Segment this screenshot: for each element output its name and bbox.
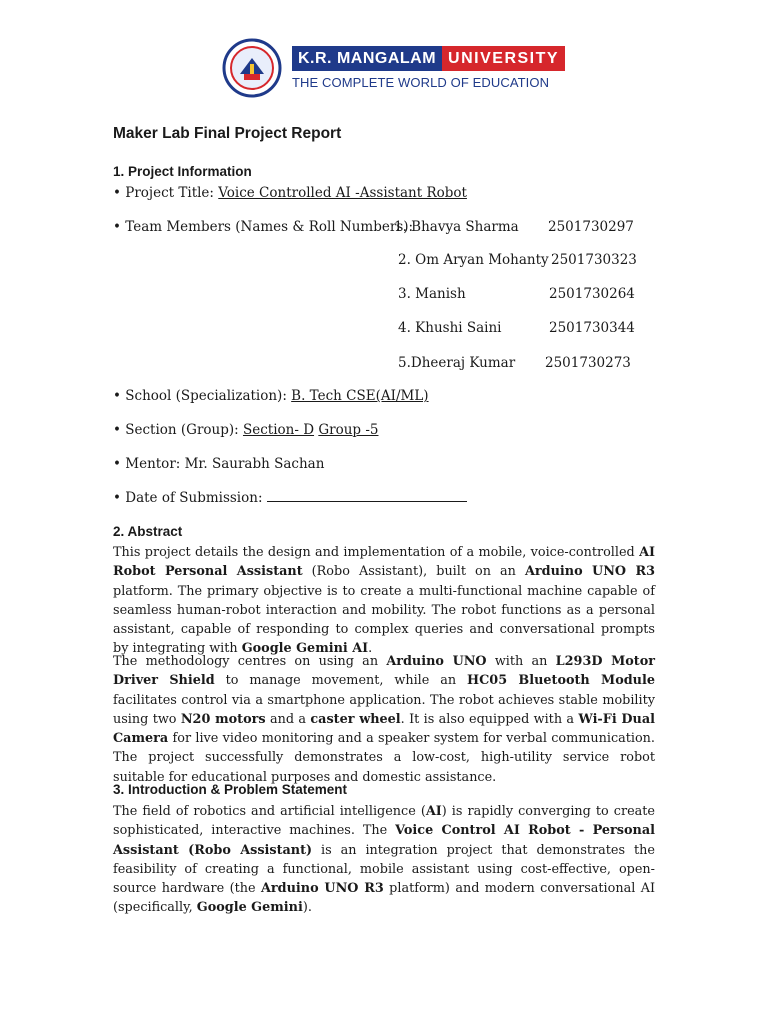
mentor-value: Mr. Saurabh Sachan <box>184 456 325 472</box>
brand-name: K.R. MANGALAM <box>292 46 442 71</box>
brand-tagline: THE COMPLETE WORLD OF EDUCATION <box>292 75 550 90</box>
section-value: Section- D <box>242 422 315 438</box>
submission-date-label: • Date of Submission: <box>113 490 267 506</box>
introduction-paragraph-1: The field of robotics and artificial intelligence (AI) is rapidly converging to create sophisticated, interactive machines. The Voice Control AI Robot - Personal Assistant (Robo Assistant) is an integration project that demonstrates the feasibility of creating a functional, mobile assistant using cost-effective, open-source hardware (the Arduino UNO R3 platform) and modern conversational AI (specifically, Google Gemini). <box>113 804 655 916</box>
school-line <box>113 388 429 404</box>
section-group-line <box>113 422 378 438</box>
section-heading-abstract: 2. Abstract <box>113 524 183 539</box>
mentor-line <box>113 456 324 472</box>
member-roll: 2501730344 <box>549 320 635 336</box>
member-roll: 2501730323 <box>551 252 637 268</box>
submission-date-blank <box>267 489 467 502</box>
project-title-label: • Project Title: <box>113 185 219 201</box>
member-roll: 2501730264 <box>549 286 635 302</box>
section-heading-introduction: 3. Introduction & Problem Statement <box>113 782 348 797</box>
member-name: 4. Khushi Saini <box>398 320 502 336</box>
university-seal-icon <box>220 38 284 98</box>
member-name: 3. Manish <box>398 286 466 302</box>
member-name: 5.Dheeraj Kumar <box>398 355 516 371</box>
university-logo <box>220 38 565 98</box>
team-members-label: • Team Members (Names & Roll Numbers): <box>113 219 414 235</box>
school-label: • School (Specialization): <box>113 388 292 404</box>
brand-university: UNIVERSITY <box>442 46 565 71</box>
abstract-paragraph-2: The methodology centres on using an Arduino UNO with an L293D Motor Driver Shield to manage movement, while an HC05 Bluetooth Module facilitates control via a smartphone application. The robot achieves stable mobility using two N20 motors and a caster wheel. It is also equipped with a Wi-Fi Dual Camera for live video monitoring and a speaker system for verbal communication. The project successfully demonstrates a low-cost, high-utility service robot suitable for educational purposes and domestic assistance. <box>113 654 655 785</box>
document-title: Maker Lab Final Project Report <box>113 125 342 142</box>
project-title-value: Voice Controlled AI -Assistant Robot <box>218 185 467 201</box>
member-name: 2. Om Aryan Mohanty <box>398 252 549 268</box>
submission-date-line <box>113 489 467 506</box>
member-name: 1. Bhavya Sharma <box>394 219 519 235</box>
abstract-paragraph-1: This project details the design and implementation of a mobile, voice-controlled AI Robot Personal Assistant (Robo Assistant), built on an Arduino UNO R3 platform. The primary objective is to create a multi-functional machine capable of seamless human-robot interaction and mobility. The robot functions as a personal assistant, capable of responding to complex queries and conversational prompts by integrating with Google Gemini AI. <box>113 545 656 657</box>
member-roll: 2501730273 <box>545 355 631 371</box>
section-label: • Section (Group): <box>113 422 243 438</box>
project-title-line <box>113 185 467 201</box>
school-value: B. Tech CSE(AI/ML) <box>291 388 429 404</box>
section-heading-project-info: 1. Project Information <box>113 164 252 179</box>
member-roll: 2501730297 <box>548 219 634 235</box>
group-value: Group -5 <box>318 422 379 438</box>
mentor-label: • Mentor: <box>113 456 185 472</box>
